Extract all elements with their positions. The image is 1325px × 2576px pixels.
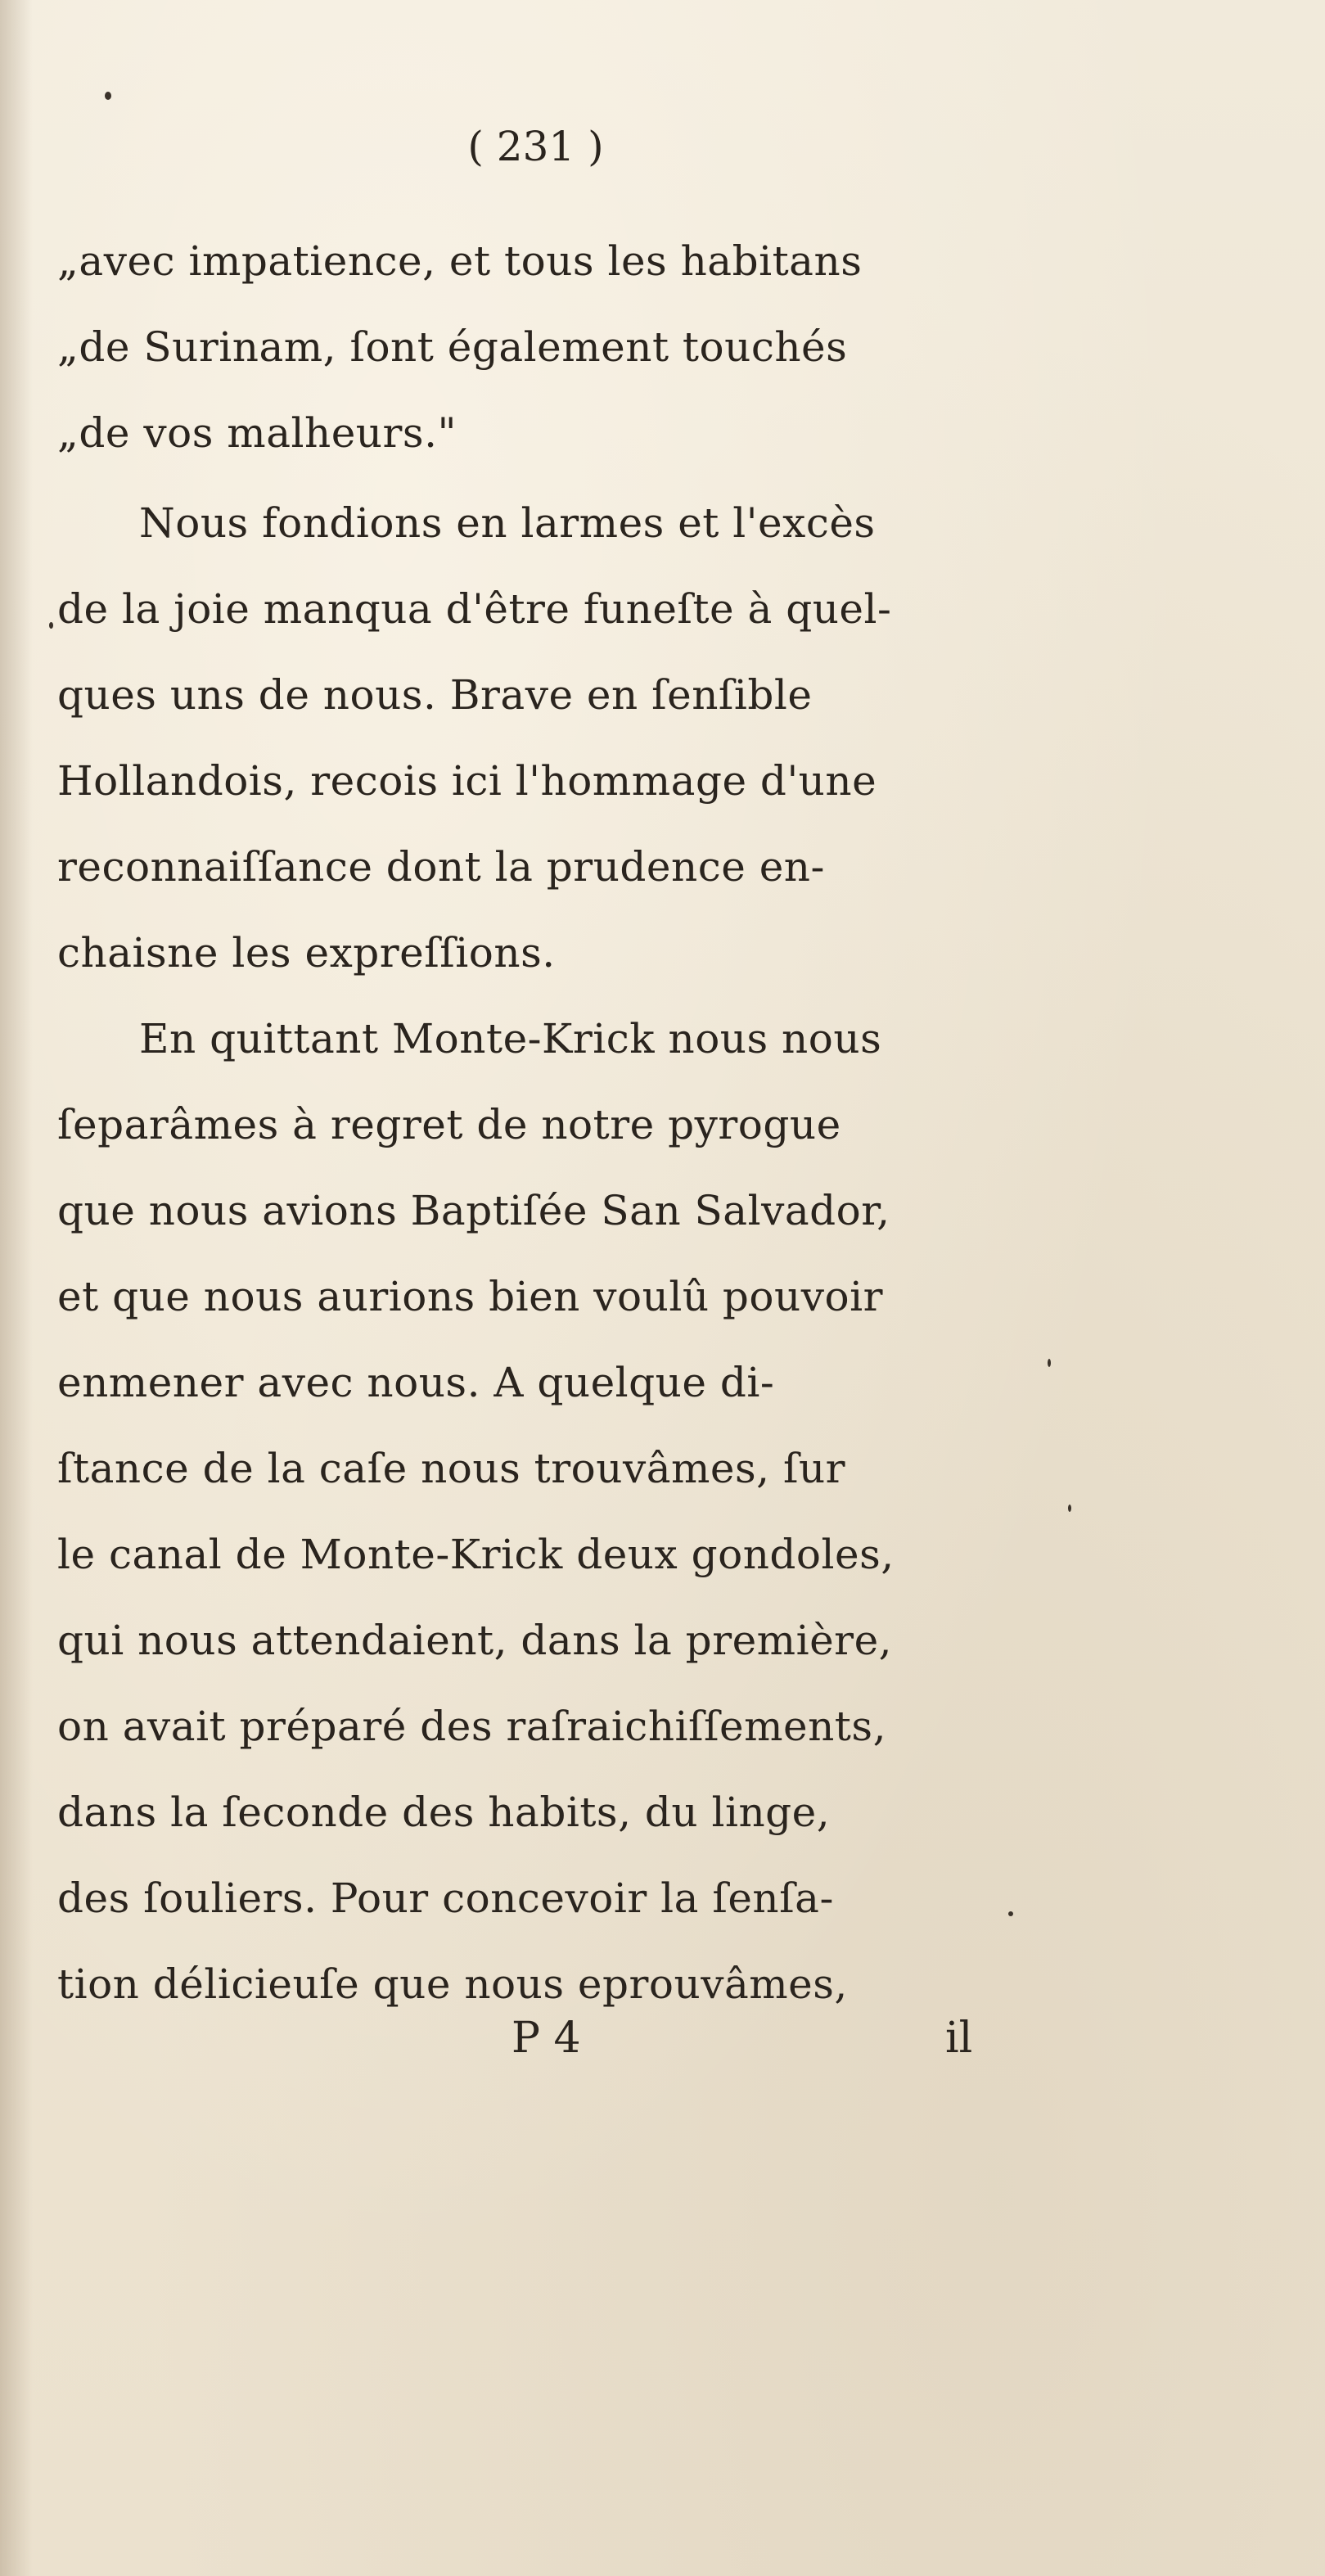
text-line: ſtance de la caſe nous trouvâmes, ſur bbox=[57, 1445, 846, 1492]
text-line: tion délicieuſe que nous eprouvâmes, bbox=[57, 1960, 848, 2008]
paper-speck bbox=[49, 622, 53, 629]
text-line: En quittant Monte-Krick nous nous bbox=[139, 1015, 882, 1062]
paper-speck bbox=[105, 92, 111, 100]
page-gutter-shadow bbox=[0, 0, 33, 2576]
text-line: le canal de Monte-Krick deux gondoles, bbox=[57, 1531, 895, 1578]
text-line: des ſouliers. Pour concevoir la ſenſa- bbox=[57, 1874, 834, 1922]
paper-speck bbox=[1008, 1911, 1013, 1916]
text-line: que nous avions Baptiſée San Salvador, bbox=[57, 1187, 890, 1234]
signature-mark: P 4 bbox=[512, 2014, 581, 2063]
text-line: Nous fondions en larmes et l'excès bbox=[139, 499, 876, 547]
page-number-header: ( 231 ) bbox=[467, 123, 604, 170]
text-line: on avait préparé des raſraichiſſements, bbox=[57, 1703, 886, 1750]
text-line: chaisne les expreſſions. bbox=[57, 929, 556, 977]
text-line: „avec impatience, et tous les habitans bbox=[57, 237, 863, 285]
paper-speck bbox=[1048, 1359, 1051, 1367]
text-line: de la joie manqua d'être funeſte à quel- bbox=[57, 585, 892, 633]
text-line: „de vos malheurs." bbox=[57, 409, 457, 457]
text-line: Hollandois, recois ici l'hommage d'une bbox=[57, 757, 877, 805]
text-line: dans la ſeconde des habits, du linge, bbox=[57, 1789, 831, 1836]
text-line: ques uns de nous. Brave en ſenſible bbox=[57, 671, 813, 719]
text-line: qui nous attendaient, dans la première, bbox=[57, 1617, 893, 1664]
text-line: et que nous aurions bien voulû pouvoir bbox=[57, 1273, 883, 1320]
catchword: il bbox=[945, 2014, 973, 2063]
paper-speck bbox=[1068, 1505, 1071, 1512]
text-line: „de Surinam, ſont également touchés bbox=[57, 323, 848, 371]
text-line: ſeparâmes à regret de notre pyrogue bbox=[57, 1101, 841, 1148]
text-line: enmener avec nous. A quelque di- bbox=[57, 1359, 775, 1406]
text-line: reconnaiſſance dont la prudence en- bbox=[57, 843, 825, 891]
